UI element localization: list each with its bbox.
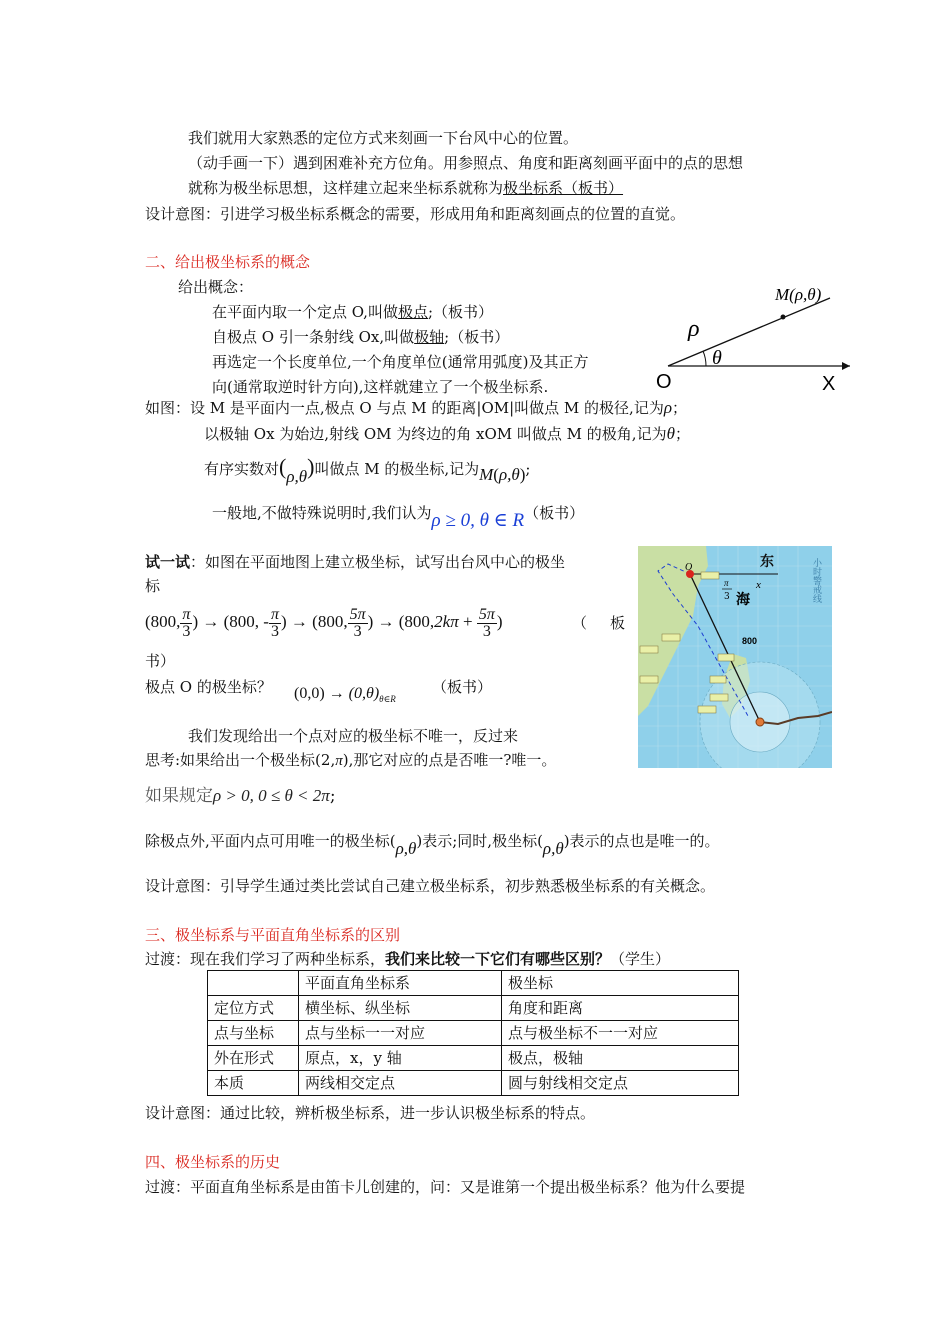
table-cell: 点与坐标 xyxy=(208,1021,299,1046)
intro-line-1: 我们就用大家熟悉的定位方式来刻画一下台风中心的位置。 xyxy=(188,129,579,147)
concept-1-a: 在平面内取一个定点 O,叫做 xyxy=(212,303,398,321)
figure-line-2-text: 以极轴 Ox 为始边,射线 OM 为终边的角 xOM 叫做点 M 的极角,记为 xyxy=(204,425,667,443)
try-line-2: 标 xyxy=(145,577,161,595)
condition-expr: ρ ≥ 0, θ ∈ R xyxy=(431,510,525,531)
map-distance-label: 800 xyxy=(742,636,758,646)
minus-sign: - xyxy=(263,612,269,631)
try-design: 设计意图：引导学生通过类比尝试自己建立极坐标系，初步熟悉极坐标系的有关概念。 xyxy=(145,877,716,895)
rho-theta-pair: ρ,θ xyxy=(286,467,308,486)
general-tail: （板书） xyxy=(524,504,585,522)
table-cell: 极点，极轴 xyxy=(502,1046,739,1071)
try-text: ：如图在平面地图上建立极坐标，试写出台风中心的极坐 xyxy=(190,553,566,571)
semicolon: ; xyxy=(329,786,336,806)
seq-r-2: 800 xyxy=(229,612,255,631)
frac-num: 5π xyxy=(349,605,366,623)
typhoon-center xyxy=(756,718,764,726)
pole-term: 极点 xyxy=(397,303,428,321)
pole-question: 极点 O 的极坐标？ xyxy=(145,678,272,696)
theta-symbol: θ xyxy=(666,424,675,443)
pole-tail: （板书） xyxy=(432,678,493,696)
table-header-cell: 平面直角坐标系 xyxy=(299,971,502,996)
section-4-heading: 四、极坐标系的历史 xyxy=(145,1153,281,1171)
figure-line-1-text: 如图：设 M 是平面内一点,极点 O 与点 M 的距离|OM|叫做点 M 的极径,记为 xyxy=(145,399,664,417)
frac-5pi-3 xyxy=(348,607,368,640)
point-m-label: M(ρ,θ) xyxy=(775,285,822,304)
section-3-design: 设计意图：通过比较，辨析极坐标系，进一步认识极坐标系的特点。 xyxy=(145,1104,596,1122)
intro-line-3 xyxy=(188,178,623,198)
rho-theta-1: ρ,θ xyxy=(395,839,417,858)
concept-title: 给出概念： xyxy=(178,278,254,296)
concept-1 xyxy=(212,302,493,322)
table-cell: 点与坐标一一对应 xyxy=(299,1021,502,1046)
point-m xyxy=(781,315,786,320)
unique-b: )表示;同时,极坐标( xyxy=(416,832,543,850)
section-2-heading: 二、给出极坐标系的概念 xyxy=(145,253,311,271)
seq-r-1: 800 xyxy=(150,612,177,631)
frac-num: π xyxy=(182,605,191,623)
map-pi-den: 3 xyxy=(724,592,730,602)
section-3-transition xyxy=(145,949,670,969)
frac-num: 5π xyxy=(478,605,495,623)
frac-den: 3 xyxy=(353,622,362,640)
table-cell: 原点，x，y 轴 xyxy=(299,1046,502,1071)
coordinate-sequence: (800, $\frac{\pi}{3}$ ) → (800, - $\frac{\pi}{3}$ ) → (800, $\frac{5\pi}{3}$ ) → (800,2kπ + $\frac{5\pi}{3}$ ) xyxy=(145,605,503,640)
section-3-heading: 三、极坐标系与平面直角坐标系的区别 xyxy=(145,926,401,944)
arrow: → xyxy=(377,612,395,631)
rule-prefix: 如果规定 xyxy=(145,786,213,806)
concept-2 xyxy=(212,327,509,347)
pole-expression xyxy=(294,684,396,709)
arrow: → xyxy=(202,612,220,631)
think-line xyxy=(145,750,556,771)
ordered-pair-text: 有序实数对 xyxy=(204,460,280,478)
theta-label: θ xyxy=(712,347,722,369)
general-line xyxy=(212,500,585,531)
m-symbol: M xyxy=(479,465,494,484)
frac-pi-3 xyxy=(180,607,192,640)
general-text: 一般地,不做特殊说明时,我们认为 xyxy=(212,504,432,522)
table-cell: 横坐标、纵坐标 xyxy=(299,996,502,1021)
polar-axis-term: 极轴 xyxy=(414,328,445,346)
frac-den: 3 xyxy=(182,622,191,640)
table-header-cell: 极坐标 xyxy=(502,971,739,996)
unique-c: )表示的点也是唯一的。 xyxy=(563,832,720,850)
intro-design: 设计意图：引进学习极坐标系概念的需要，形成用角和距离刻画点的位置的直觉。 xyxy=(145,205,686,223)
map-side-label: 小时警戒线 xyxy=(811,558,821,603)
map-sea-label: 海 xyxy=(736,591,750,607)
pole-expr-1: (0,0) xyxy=(294,685,325,702)
pi-symbol: π xyxy=(335,753,343,769)
try-line-1 xyxy=(145,552,565,572)
rho-theta-2: ρ,θ xyxy=(542,839,564,858)
shu-char: 书） xyxy=(145,652,176,670)
think-tail: ),那它对应的点是否唯一?唯一。 xyxy=(342,751,557,769)
rule-expr: ρ > 0, 0 ≤ θ < 2π xyxy=(213,786,330,805)
map-o-label: O xyxy=(685,562,693,573)
arrow: → xyxy=(290,612,308,631)
concept-4: 向(通常取逆时针方向),这样就建立了一个极坐标系. xyxy=(212,378,549,396)
table-cell: 圆与射线相交定点 xyxy=(502,1071,739,1096)
seq-r-3: 800 xyxy=(317,612,344,631)
map-x-label: x xyxy=(756,579,761,591)
semicolon: ； xyxy=(674,425,690,443)
frac-den: 3 xyxy=(482,622,491,640)
intro-line-2: （动手画一下）遇到困难补充方位角。用参照点、角度和距离刻画平面中的点的思想 xyxy=(188,154,744,172)
polar-diagram xyxy=(650,280,850,395)
table-row xyxy=(208,1021,739,1046)
map-east-label: 东 xyxy=(760,553,774,569)
table-header-cell xyxy=(208,971,299,996)
polar-system-term: 极坐标系（板书） xyxy=(503,179,624,197)
transition-question: 我们来比较一下它们有哪些区别？ xyxy=(385,950,611,968)
concept-1-c: ;（板书） xyxy=(427,303,494,321)
angle-arc xyxy=(703,351,706,366)
map-pi-num: π xyxy=(724,578,729,588)
table-cell: 本质 xyxy=(208,1071,299,1096)
rule-line xyxy=(145,786,336,806)
table-cell: 外在形式 xyxy=(208,1046,299,1071)
frac-num: π xyxy=(270,605,279,623)
m-rho-theta: ρ,θ xyxy=(498,465,520,484)
axis-label: X xyxy=(822,373,836,395)
origin-label: O xyxy=(656,371,672,393)
semicolon: ; xyxy=(525,460,531,478)
transition-c: （学生） xyxy=(610,950,671,968)
paren-open: （ xyxy=(572,614,588,632)
typhoon-map xyxy=(638,546,832,768)
frac-5pi-3b xyxy=(477,607,497,640)
table-row xyxy=(208,996,739,1021)
transition-a: 过渡：现在我们学习了两种坐标系， xyxy=(145,950,386,968)
rho-symbol: ρ xyxy=(663,398,672,417)
semicolon: ； xyxy=(672,399,688,417)
unique-a: 除极点外,平面内点可用唯一的极坐标( xyxy=(145,832,396,850)
concept-2-c: ;（板书） xyxy=(444,328,510,346)
figure-line-2 xyxy=(204,424,690,444)
found-line: 我们发现给出一个点对应的极坐标不唯一，反过来 xyxy=(188,727,519,745)
comparison-table xyxy=(207,970,739,1096)
polar-axis-arrow xyxy=(842,362,850,370)
table-header-row xyxy=(208,971,739,996)
figure-line-1 xyxy=(145,398,687,418)
unique-line xyxy=(145,826,720,856)
pole-expr-2: (0,θ) xyxy=(348,685,380,702)
concept-3: 再选定一个长度单位,一个角度单位(通常用弧度)及其正方 xyxy=(212,353,589,371)
seq-r-4: 800 xyxy=(404,612,430,631)
arrow: → xyxy=(328,685,345,702)
try-title: 试一试 xyxy=(145,553,191,571)
ban-char: 板 xyxy=(610,614,626,632)
two-k-pi: 2kπ xyxy=(434,612,459,631)
table-cell: 角度和距离 xyxy=(502,996,739,1021)
table-cell: 点与极坐标不一一对应 xyxy=(502,1021,739,1046)
pole-subscript: θ∈R xyxy=(379,694,396,705)
polar-coord-text: 叫做点 M 的极坐标,记为 xyxy=(314,460,480,478)
think-text: 思考:如果给出一个极坐标(2, xyxy=(145,751,336,769)
frac-neg-pi-3 xyxy=(269,607,281,640)
rho-label: ρ xyxy=(688,316,700,342)
figure-line-3: 有序实数对(ρ,θ)叫做点 M 的极坐标,记为M(ρ,θ); xyxy=(204,454,531,486)
concept-2-a: 自极点 O 引一条射线 Ox,叫做 xyxy=(212,328,415,346)
section-4-transition: 过渡：平面直角坐标系是由笛卡儿创建的，问：又是谁第一个提出极坐标系？他为什么要提 xyxy=(145,1178,746,1196)
table-row xyxy=(208,1046,739,1071)
frac-den: 3 xyxy=(270,622,279,640)
intro-line-3-text: 就称为极坐标思想，这样建立起来坐标系就称为 xyxy=(188,179,504,197)
table-cell: 两线相交定点 xyxy=(299,1071,502,1096)
table-cell: 定位方式 xyxy=(208,996,299,1021)
table-row xyxy=(208,1071,739,1096)
